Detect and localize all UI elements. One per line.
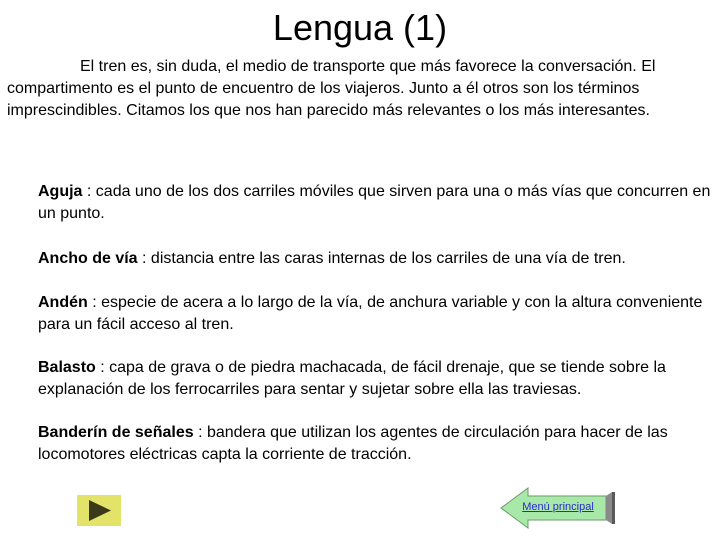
main-menu-button[interactable] — [500, 486, 616, 530]
term-entry-balasto — [38, 357, 720, 401]
page-title: Lengua (1) — [272, 7, 448, 48]
term-name: Aguja — [38, 183, 83, 200]
term-definition: : cada uno de los dos carriles móviles que sirven para una o más vías que concurren en un punto. — [38, 183, 711, 222]
intro-paragraph — [7, 56, 713, 122]
term-definition: : capa de grava o de piedra machacada, de fácil drenaje, que se tiende sobre la explanación de los ferrocarriles para sentar y sujetar sobre ella las traviesas. — [38, 359, 666, 398]
term-definition: : bandera que utilizan los agentes de circulación para hacer de las locomotores eléctricas capta la corriente de tracción. — [38, 424, 668, 463]
term-entry-banderin-de-senales — [38, 422, 720, 466]
intro-text: El tren es, sin duda, el medio de transporte que más favorece la conversación. El compartimento es el punto de encuentro de los viajeros. Junto a él otros son los términos imprescindibles. Citamos los que nos han parecido más relevantes o los más interesantes. — [7, 58, 656, 119]
term-entry-aguja — [38, 181, 720, 225]
term-entry-anden — [38, 292, 720, 336]
next-slide-button[interactable] — [77, 495, 121, 526]
play-triangle-icon — [77, 495, 121, 526]
term-name: Ancho de vía — [38, 250, 138, 267]
term-name: Banderín de señales — [38, 424, 194, 441]
term-definition: : distancia entre las caras internas de los carriles de una vía de tren. — [137, 250, 626, 267]
main-menu-link[interactable]: Menú principal — [522, 501, 594, 513]
term-name: Andén — [38, 294, 88, 311]
term-definition: : especie de acera a lo largo de la vía, de anchura variable y con la altura conveniente para un fácil acceso al tren. — [38, 294, 703, 333]
term-entry-ancho-de-via — [38, 248, 720, 270]
term-name: Balasto — [38, 359, 96, 376]
